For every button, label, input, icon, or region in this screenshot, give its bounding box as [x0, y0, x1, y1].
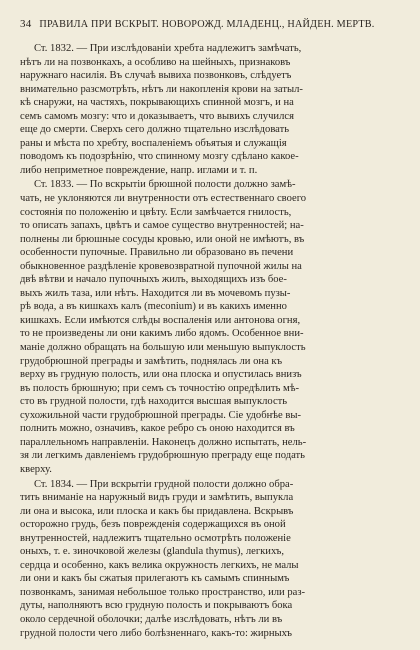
text-line: раны и мѣста по хребту, воспаленіемъ объятыя и служащія	[20, 137, 287, 149]
text-line: сто въ грудной полости, гдѣ находится высшая выпуклость	[20, 396, 288, 408]
article-paragraph	[20, 178, 402, 476]
text-line: еще до смерти. Сверхъ сего должно тщательно изслѣдовать	[20, 124, 290, 136]
text-line: верху въ грудную полость, или она плоска и опустилась внизъ	[20, 369, 302, 381]
text-line: нѣтъ ли на позвонкахъ, а особливо на шейныхъ, признаковъ	[20, 56, 291, 68]
text-line: то описать запахъ, цвѣтъ и самое существо внутренностей; на-	[20, 220, 304, 232]
running-title: ПРАВИЛА ПРИ ВСКРЫТ. НОВОРОЖД. МЛАДЕНЦ., НАЙДЕН. МЕРТВ.	[39, 19, 375, 30]
text-line: двѣ вѣтви и начало пупочныхъ жилъ, выходящихъ изъ бое-	[20, 274, 287, 286]
article-paragraph	[20, 478, 402, 641]
text-line: внимательно разсмотрѣть, нѣтъ ли накопленія крови на затыл-	[20, 83, 303, 95]
text-line: ли она и высока, или плоска и какъ бы придавлена. Вскрывъ	[20, 505, 294, 517]
text-line: обыкновенное раздѣленіе кровевозвратной пупочной жилы на	[20, 260, 302, 272]
text-line: ли они и какъ бы сжатыя прилегаютъ къ самымъ спиннымъ	[20, 573, 290, 585]
text-line: грудобрюшной преграды и замѣтить, поднялась ли она къ	[20, 355, 283, 367]
page-header	[20, 18, 402, 30]
text-line: поводомъ къ подозрѣнію, что спинному мозгу сдѣлано какое-	[20, 151, 299, 163]
text-line: маніе должно обращать на большую или меньшую выпуклость	[20, 342, 306, 354]
article-paragraph	[20, 42, 402, 177]
page-number: 34	[20, 18, 32, 30]
text-line: внутренностей, надлежитъ тщательно осмотрѣть положеніе	[20, 532, 291, 544]
text-line: чать, не уклоняются ли внутренности отъ естественнаго своего	[20, 193, 307, 205]
text-line: кверху.	[20, 463, 52, 475]
text-line: кишкахъ. Если имѣются слѣды воспаленія или антонова огня,	[20, 314, 301, 326]
text-line: полнены ли брюшные сосуды кровью, или оной не имѣютъ, въ	[20, 233, 305, 245]
text-line: въ полость брюшную; при семъ съ точностію опредѣлить мѣ-	[20, 382, 299, 394]
text-line: либо неприметное повреждение, напр. иглами и т. п.	[20, 164, 258, 176]
text-line: рѣ вода, а въ кишкахъ калъ (meconium) и въ какихъ именно	[20, 301, 287, 313]
text-line: сердца и особенно, какъ велика окружность легкихъ, не малы	[20, 559, 299, 571]
text-line: около сердечной оболочки; далѣе изслѣдовать, нѣтъ ли въ	[20, 613, 283, 625]
text-line: параллельномъ направленіи. Наконецъ должно испытать, нель-	[20, 436, 307, 448]
text-line: сухожильной части грудобрюшной преграды. Сіе удобнѣе вы-	[20, 409, 302, 421]
text-line: полнить можно, означивъ, какое ребро съ оною находится въ	[20, 423, 295, 435]
text-line: Ст. 1833. — По вскрытіи брюшной полости должно замѣ-	[34, 179, 296, 191]
text-line: оныхъ, т. е. зиночковой железы (glandula thymus), легкихъ,	[20, 546, 284, 558]
text-line: дуты, наполняютъ всю грудную полость и покрываютъ бока	[20, 600, 293, 612]
text-line: кѣ снаружи, на частяхъ, покрывающихъ спинной мозгъ, и на	[20, 97, 294, 109]
text-line: зя ли легкимъ давленіемъ грудобрюшную преграду еще подать	[20, 450, 305, 462]
text-line: Ст. 1832. — При изслѣдованіи хребта надлежитъ замѣчать,	[34, 43, 302, 54]
body-text	[20, 42, 402, 640]
text-line: осторожно грудь, безъ поврежденія содержащихся въ оной	[20, 519, 286, 531]
text-line: семъ самомъ мозгу: что и доказываетъ, что вывихъ случился	[20, 110, 294, 122]
text-line: состоянія по положенію и цвѣту. Если замѣчается гнилость,	[20, 206, 292, 218]
text-line: грудной полости чего либо болѣзненнаго, какъ-то: жирныхъ	[20, 627, 292, 639]
text-line: выхъ жилъ таза, или нѣтъ. Находится ли въ мочевомъ пузы-	[20, 287, 291, 299]
text-line: позвонкамъ, занимая небольшое только пространство, или раз-	[20, 586, 306, 598]
text-line: Ст. 1834. — При вскрытіи грудной полости должно обра-	[34, 478, 294, 490]
text-line: наружнаго насилія. Въ случаѣ вывиха позвонковъ, слѣдуетъ	[20, 70, 292, 82]
text-line: тить вниманіе на наружный видъ груди и замѣтить, выпукла	[20, 492, 294, 504]
text-line: особенности пупочные. Правильно ли образовано въ печени	[20, 247, 294, 259]
text-line: то не произведены ли они какимъ либо ядомъ. Особенное вни-	[20, 328, 304, 340]
